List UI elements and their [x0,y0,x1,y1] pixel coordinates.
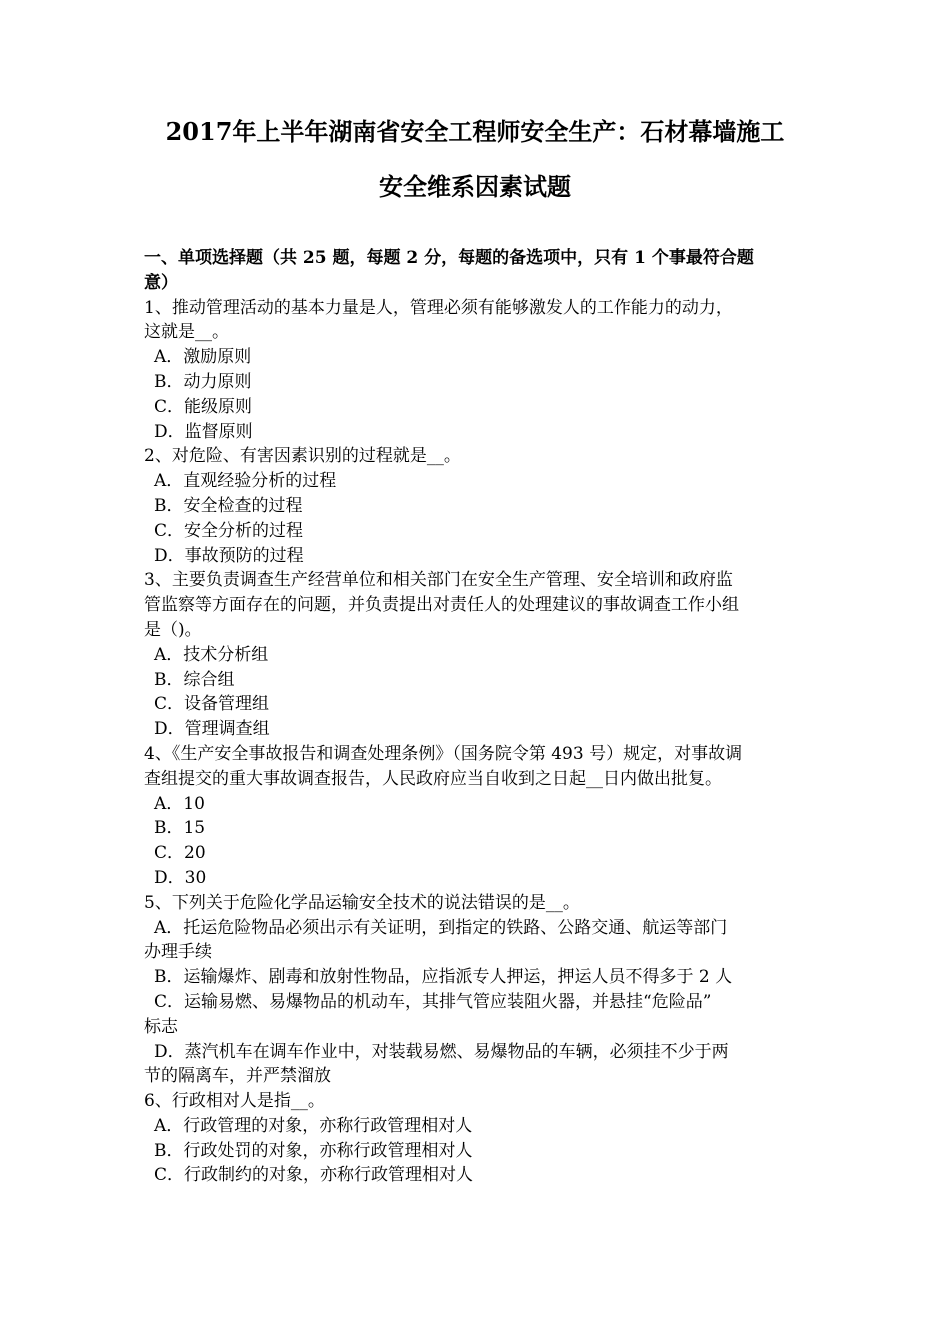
question-stem-line: 5、下列关于危险化学品运输安全技术的说法错误的是__。 [144,892,580,913]
answer-option-line: C．20 [154,843,206,864]
answer-option-line: B．安全检查的过程 [154,495,303,516]
answer-option-line: 办理手续 [144,942,212,963]
question-item [144,296,809,445]
answer-option-line: D．管理调查组 [154,719,270,740]
answer-option-line: A．行政管理的对象，亦称行政管理相对人 [154,1115,473,1136]
answer-option-line: 标志 [144,1016,178,1037]
section-heading-line-1: 一、单项选择题（共 25 题，每题 2 分，每题的备选项中，只有 1 个事最符合题 [144,248,754,268]
answer-option-line: C．能级原则 [154,396,253,417]
answer-option-line: B．运输爆炸、剧毒和放射性物品，应指派专人押运，押运人员不得多于 2 人 [154,967,733,988]
answer-option-line: A．直观经验分析的过程 [154,471,337,492]
answer-option-line: A．技术分析组 [154,644,269,665]
answer-option-line: C．安全分析的过程 [154,520,304,541]
answer-option-line: D．监督原则 [154,421,253,442]
document-body [144,246,809,1188]
answer-option-line: C．设备管理组 [154,694,270,715]
question-stem-line: 3、主要负责调查生产经营单位和相关部门在安全生产管理、安全培训和政府监 [144,570,733,591]
question-stem-line: 1、推动管理活动的基本力量是人，管理必须有能够激发人的工作能力的动力， [144,297,733,318]
question-stem-line: 查组提交的重大事故调查报告，人民政府应当自收到之日起__日内做出批复。 [144,768,722,789]
answer-option-line: B．综合组 [154,669,235,690]
answer-option-line: B．行政处罚的对象，亦称行政管理相对人 [154,1140,473,1161]
question-stem-line: 管监察等方面存在的问题，并负责提出对责任人的处理建议的事故调查工作小组 [144,595,739,616]
document-title-line-1: 2017年上半年湖南省安全工程师安全生产：石材幕墙施工 [165,117,785,146]
question-item [144,568,809,742]
answer-option-line: B．动力原则 [154,371,252,392]
question-list [144,296,809,1189]
answer-option-line: D．30 [154,867,207,888]
question-stem-line: 6、行政相对人是指__。 [144,1091,325,1112]
document-title-line-2: 安全维系因素试题 [379,172,571,201]
question-stem-line: 这就是__。 [144,322,229,343]
question-item [144,444,809,568]
answer-option-line: A．托运危险物品必须出示有关证明，到指定的铁路、公路交通、航运等部门 [154,917,728,938]
answer-option-line: 节的隔离车，并严禁溜放 [144,1066,331,1087]
question-item [144,1089,809,1188]
answer-option-line: A．激励原则 [154,347,252,368]
section-heading-line-2: 意） [144,272,178,293]
question-stem-line: 4、《生产安全事故报告和调查处理条例》（国务院令第 493 号）规定，对事故调 [144,743,743,764]
question-item [144,742,809,891]
answer-option-line: C．行政制约的对象，亦称行政管理相对人 [154,1165,474,1186]
answer-option-line: A．10 [154,793,205,814]
answer-option-line: D．蒸汽机车在调车作业中，对装载易燃、易爆物品的车辆，必须挂不少于两 [154,1041,729,1062]
answer-option-line: C．运输易燃、易爆物品的机动车，其排气管应装阻火器，并悬挂“危险品” [154,991,712,1012]
answer-option-line: D．事故预防的过程 [154,545,304,566]
question-item [144,891,809,1089]
question-stem-line: 2、对危险、有害因素识别的过程就是__。 [144,446,461,467]
answer-option-line: B．15 [154,818,206,839]
question-stem-line: 是（)。 [144,619,202,640]
